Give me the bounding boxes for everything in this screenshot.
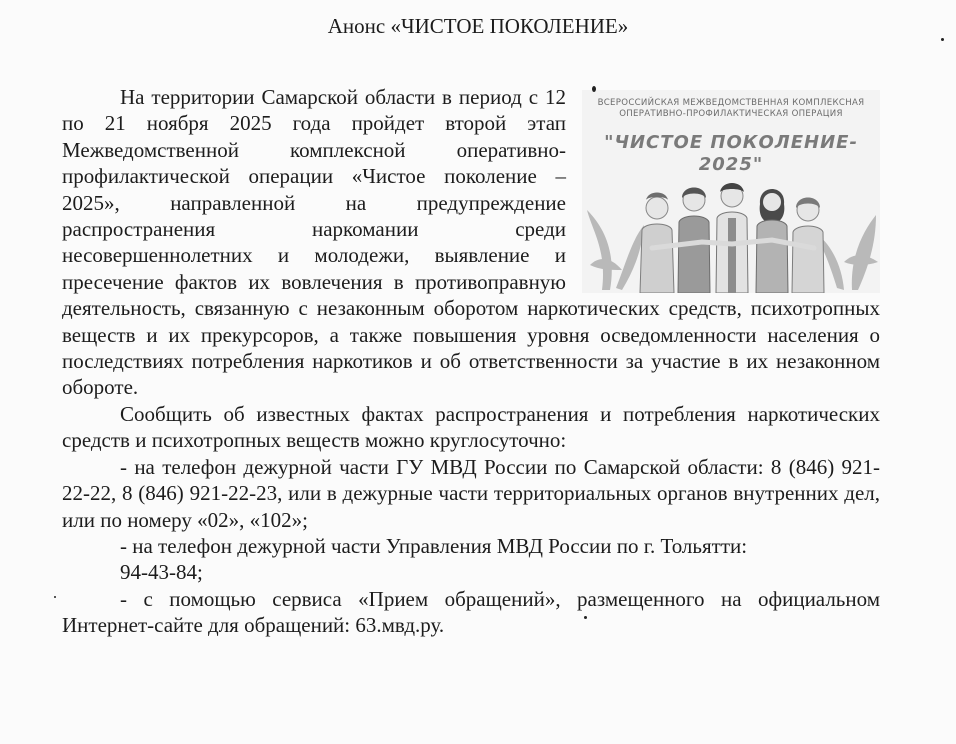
poster-subtitle — [582, 98, 880, 120]
scan-speck — [592, 86, 596, 92]
contact-item-3: - с помощью сервиса «Прием обращений», размещенного на официальном Интернет-сайте для обращений: 63.мвд.ру. — [62, 586, 880, 638]
poster-subtitle-line1: ВСЕРОССИЙСКАЯ МЕЖВЕДОМСТВЕННАЯ КОМПЛЕКСНАЯ — [597, 98, 865, 108]
scan-speck — [941, 38, 944, 41]
poster-title-line1: "ЧИСТОЕ ПОКОЛЕНИЕ- — [604, 132, 858, 153]
poster-title-line2: 2025" — [698, 154, 764, 175]
page-title: Анонс «ЧИСТОЕ ПОКОЛЕНИЕ» — [327, 14, 629, 38]
contact-item-2-phone: 94-43-84; — [120, 560, 203, 585]
report-paragraph: Сообщить об известных фактах распространения и потребления наркотических средств и психотропных веществ можно круглосуточно: — [62, 401, 880, 453]
contact-item-1: - на телефон дежурной части ГУ МВД России по Самарской области: 8 (846) 921-22-22, 8 (846) 921-22-23, или в дежурные части территориальных органов внутренних дел, или по номеру «02», «102»; — [62, 454, 880, 532]
scan-speck — [584, 616, 587, 619]
poster-subtitle-line2: ОПЕРАТИВНО-ПРОФИЛАКТИЧЕСКАЯ ОПЕРАЦИЯ — [619, 109, 843, 119]
scan-speck — [54, 596, 56, 598]
people-group — [640, 183, 824, 293]
operation-poster — [582, 90, 880, 293]
intro-paragraph: На территории Самарской области в период с 12 по 21 ноября 2025 года пройдет второй этап Межведомственной комплексной оперативно-профилактической операции «Чистое поколение – 2025», направленной на предупреждение распространения наркомании среди несовершеннолетних и молодежи, выявление и пресечение фактов их вовлечения в противоправную деятельность, связанную с незаконным оборотом наркотических средств, психотропных веществ и их прекурсоров, а также повышения уровня осведомленности населения о последствиях потребления наркотиков и об ответственности за участие в их незаконном обороте. — [62, 85, 880, 400]
contact-item-2: - на телефон дежурной части Управления МВД России по г. Тольятти: — [120, 533, 748, 558]
document-body — [62, 84, 880, 639]
poster-illustration — [582, 170, 880, 293]
